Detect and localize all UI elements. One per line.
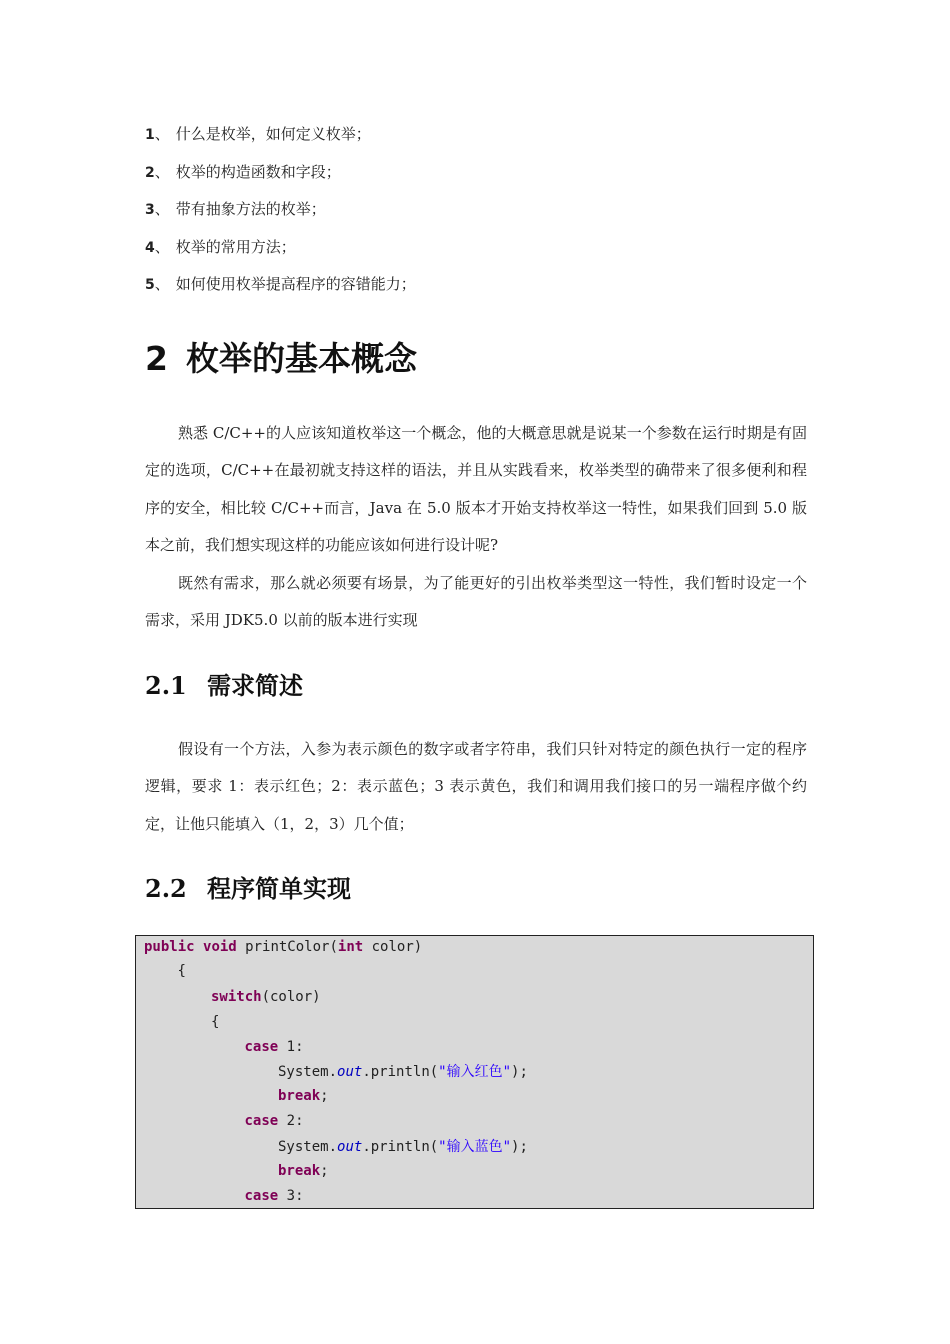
code-text: (color) [261, 989, 321, 1005]
list-item: 2、 枚举的构造函数和字段； [145, 162, 341, 181]
code-field: out [337, 1139, 363, 1155]
list-item: 4、 枚举的常用方法； [145, 237, 296, 256]
body-paragraph-scenario: 既然有需求，那么就必须要有场景，为了能更好的引出枚举类型这一特性，我们暂时设定一个需求，采用 JDK5.0 以前的版本进行实现 [145, 574, 807, 630]
code-text: 1: [278, 1039, 304, 1055]
code-text: System. [278, 1064, 338, 1080]
body-paragraph-requirement: 假设有一个方法，入参为表示颜色的数字或者字符串，我们只针对特定的颜色执行一定的程序逻辑，要求 1：表示红色；2：表示蓝色；3 表示黄色，我们和调用我们接口的另一端程序做个约定，让他只能填入（1，2，3）几个值； [145, 740, 807, 833]
code-field: out [337, 1064, 363, 1080]
code-text: System. [278, 1139, 338, 1155]
code-text: ); [511, 1064, 528, 1080]
code-line [278, 1137, 528, 1157]
code-text [195, 939, 203, 955]
code-keyword: int [337, 939, 364, 955]
code-line [245, 1111, 304, 1131]
code-text: .println( [362, 1139, 439, 1155]
section-heading-2-1: 2.1 需求简述 [145, 671, 303, 700]
code-text: ; [320, 1088, 329, 1104]
code-text: .println( [362, 1064, 439, 1080]
code-keyword: break [278, 1088, 321, 1104]
code-line [278, 1161, 329, 1181]
code-text: color) [363, 939, 423, 955]
code-line [144, 937, 422, 957]
section-heading-2: 2 枚举的基本概念 [145, 339, 417, 378]
code-text: ; [320, 1163, 329, 1179]
section-heading-2-2: 2.2 程序简单实现 [145, 874, 351, 903]
code-line [211, 1012, 219, 1032]
code-string: "输入蓝色" [438, 1139, 512, 1155]
code-line [278, 1086, 329, 1106]
code-text: printColor( [236, 939, 338, 955]
code-line [245, 1037, 304, 1057]
list-item: 3、 带有抽象方法的枚举； [145, 200, 326, 218]
code-line [245, 1186, 304, 1206]
code-block [135, 935, 814, 1209]
code-line [211, 987, 321, 1007]
list-item: 5、 如何使用枚举提高程序的容错能力； [145, 275, 416, 293]
code-keyword: switch [211, 989, 262, 1005]
code-keyword: case [244, 1039, 279, 1055]
code-line [178, 961, 186, 981]
code-keyword: break [278, 1163, 321, 1179]
code-text: 3: [278, 1188, 304, 1204]
list-item: 1、 什么是枚举，如何定义枚举； [145, 125, 371, 143]
code-text: { [211, 1014, 220, 1030]
code-keyword: void [203, 939, 237, 955]
code-keyword: case [244, 1113, 279, 1129]
code-text: ); [511, 1139, 528, 1155]
objective-list [145, 122, 416, 310]
code-line [278, 1062, 528, 1082]
code-string: "输入红色" [438, 1064, 512, 1080]
code-keyword: public [144, 939, 195, 955]
code-keyword: case [244, 1188, 279, 1204]
code-text: 2: [278, 1113, 304, 1129]
code-text: { [177, 963, 186, 979]
body-paragraph-intro: 熟悉 C/C++的人应该知道枚举这一个概念，他的大概意思就是说某一个参数在运行时期是有固定的选项，C/C++在最初就支持这样的语法，并且从实践看来，枚举类型的确带来了很多便利和程序的安全，相比较 C/C++而言，Java 在 5.0 版本才开始支持枚举这一特性，如果我们回到 5.0 版本之前，我们想实现这样的功能应该如何进行设计呢? [145, 424, 807, 554]
